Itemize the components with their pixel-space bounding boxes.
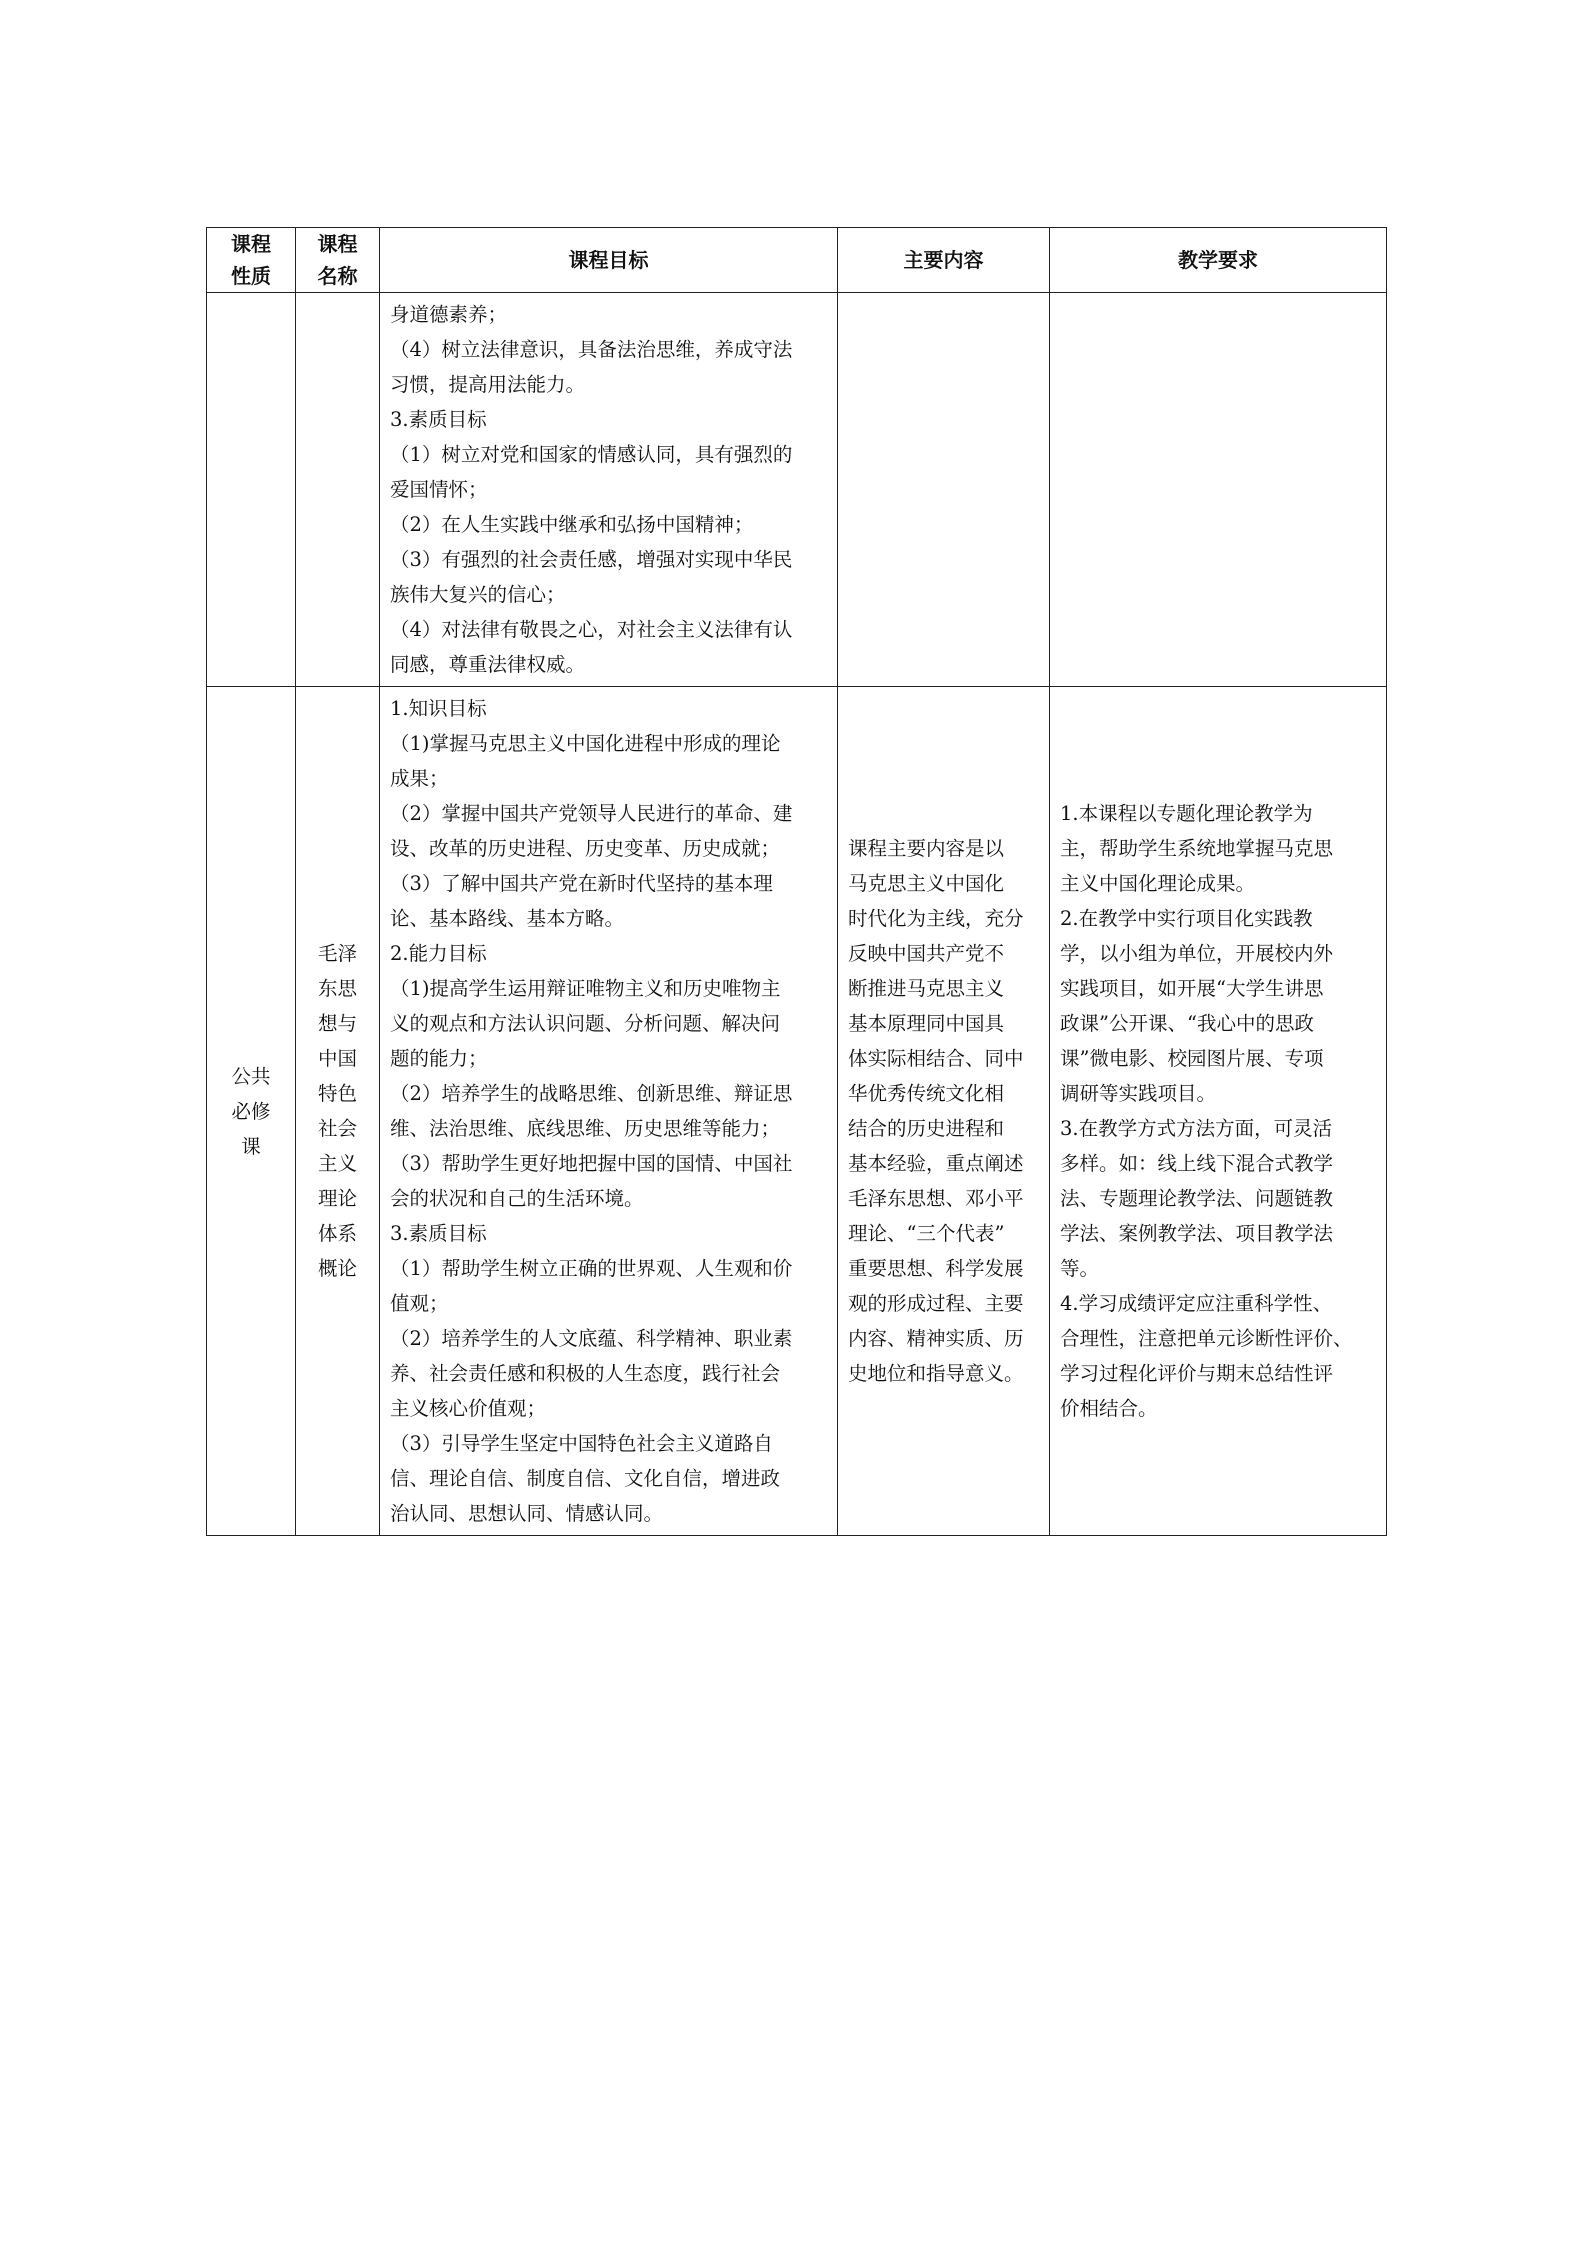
text-line: （1)提高学生运用辩证唯物主义和历史唯物主 [390, 977, 781, 1000]
header-row [207, 228, 1387, 293]
text-line: 值观； [390, 1292, 449, 1315]
text-line: 法、专题理论教学法、问题链教 [1060, 1187, 1334, 1210]
text-line: 2.能力目标 [390, 942, 487, 965]
text-line: 设、改革的历史进程、历史变革、历史成就； [390, 837, 781, 860]
text-line: （2）培养学生的人文底蕴、科学精神、职业素 [390, 1327, 793, 1350]
text-line: 2.在教学中实行项目化实践教 [1060, 907, 1313, 930]
content-cell [838, 293, 1050, 687]
text-line: 成果； [390, 767, 449, 790]
text-line: 重要思想、科学发展 [848, 1257, 1024, 1280]
text-line: 华优秀传统文化相 [848, 1082, 1005, 1105]
text-line: 课程主要内容是以 [848, 837, 1005, 860]
text-line: 族伟大复兴的信心； [390, 583, 566, 606]
text-line: 维、法治思维、底线思维、历史思维等能力； [390, 1117, 781, 1140]
text-line: 主义核心价值观； [390, 1397, 547, 1420]
text-line: （3）了解中国共产党在新时代坚持的基本理 [390, 872, 773, 895]
nature-cell: 公共必修课 [207, 687, 296, 1536]
table-row [207, 687, 1387, 1536]
text-line: 3.素质目标 [390, 408, 487, 431]
text-line: 基本原理同中国具 [848, 1012, 1005, 1035]
text-line: （3）有强烈的社会责任感，增强对实现中华民 [390, 548, 793, 571]
text-line: 等。 [1060, 1257, 1100, 1280]
text-line: 合理性，注意把单元诊断性评价、 [1060, 1327, 1353, 1350]
text-line: 义的观点和方法认识问题、分析问题、解决问 [390, 1012, 781, 1035]
text-line: 理论、“三个代表” [848, 1222, 1005, 1245]
text-line: （4）对法律有敬畏之心，对社会主义法律有认 [390, 618, 793, 641]
text-line: 3.在教学方式方法方面，可灵活 [1060, 1117, 1333, 1140]
header-requirements: 教学要求 [1050, 228, 1387, 293]
text-line: 观的形成过程、主要 [848, 1292, 1024, 1315]
text-line: 1.本课程以专题化理论教学为 [1060, 802, 1313, 825]
header-name: 课程名称 [296, 228, 380, 293]
header-goals: 课程目标 [380, 228, 838, 293]
text-line: （2）掌握中国共产党领导人民进行的革命、建 [390, 802, 793, 825]
text-line: 结合的历史进程和 [848, 1117, 1005, 1140]
content-cell [838, 687, 1050, 1536]
course-table [206, 227, 1387, 1536]
text-line: 治认同、思想认同、情感认同。 [390, 1502, 664, 1525]
text-line: 信、理论自信、制度自信、文化自信，增进政 [390, 1467, 781, 1490]
text-line: 史地位和指导意义。 [848, 1362, 1024, 1385]
goals-cell [380, 687, 838, 1536]
header-content: 主要内容 [838, 228, 1050, 293]
text-line: 同感，尊重法律权威。 [390, 653, 586, 676]
text-line: 主义中国化理论成果。 [1060, 872, 1256, 895]
text-line: 学，以小组为单位，开展校内外 [1060, 942, 1334, 965]
text-line: 反映中国共产党不 [848, 942, 1005, 965]
text-line: 政课”公开课、“我心中的思政 [1060, 1012, 1314, 1035]
text-line: 断推进马克思主义 [848, 977, 1005, 1000]
name-cell [296, 293, 380, 687]
text-line: 调研等实践项目。 [1060, 1082, 1217, 1105]
text-line: 爱国情怀； [390, 478, 488, 501]
text-line: （3）帮助学生更好地把握中国的国情、中国社 [390, 1152, 793, 1175]
text-line: 会的状况和自己的生活环境。 [390, 1187, 644, 1210]
name-cell: 毛泽东思想与中国特色社会主义理论体系概论 [296, 687, 380, 1536]
text-line: （4）树立法律意识，具备法治思维，养成守法 [390, 338, 793, 361]
goals-cell [380, 293, 838, 687]
requirements-cell [1050, 687, 1387, 1536]
text-line: 多样。如：线上线下混合式教学 [1060, 1152, 1334, 1175]
text-line: 实践项目，如开展“大学生讲思 [1060, 977, 1324, 1000]
text-line: 学法、案例教学法、项目教学法 [1060, 1222, 1334, 1245]
text-line: 3.素质目标 [390, 1222, 487, 1245]
text-line: 马克思主义中国化 [848, 872, 1005, 895]
text-line: 论、基本路线、基本方略。 [390, 907, 625, 930]
text-line: 课”微电影、校园图片展、专项 [1060, 1047, 1324, 1070]
text-line: （1）树立对党和国家的情感认同，具有强烈的 [390, 443, 793, 466]
text-line: 1.知识目标 [390, 697, 487, 720]
text-line: （2）培养学生的战略思维、创新思维、辩证思 [390, 1082, 793, 1105]
header-nature: 课程性质 [207, 228, 296, 293]
text-line: 主，帮助学生系统地掌握马克思 [1060, 837, 1334, 860]
text-line: 体实际相结合、同中 [848, 1047, 1024, 1070]
requirements-cell [1050, 293, 1387, 687]
text-line: （1)掌握马克思主义中国化进程中形成的理论 [390, 732, 781, 755]
text-line: 习惯，提高用法能力。 [390, 373, 586, 396]
text-line: 4.学习成绩评定应注重科学性、 [1060, 1292, 1333, 1315]
text-line: 基本经验，重点阐述 [848, 1152, 1024, 1175]
nature-cell [207, 293, 296, 687]
text-line: 题的能力； [390, 1047, 488, 1070]
table-row [207, 293, 1387, 687]
text-line: （1）帮助学生树立正确的世界观、人生观和价 [390, 1257, 793, 1280]
text-line: 毛泽东思想、邓小平 [848, 1187, 1024, 1210]
text-line: 价相结合。 [1060, 1397, 1158, 1420]
text-line: 内容、精神实质、历 [848, 1327, 1024, 1350]
text-line: （2）在人生实践中继承和弘扬中国精神； [390, 513, 754, 536]
text-line: 学习过程化评价与期末总结性评 [1060, 1362, 1334, 1385]
text-line: 时代化为主线，充分 [848, 907, 1024, 930]
text-line: 身道德素养； [390, 303, 508, 326]
text-line: （3）引导学生坚定中国特色社会主义道路自 [390, 1432, 773, 1455]
text-line: 养、社会责任感和积极的人生态度，践行社会 [390, 1362, 781, 1385]
